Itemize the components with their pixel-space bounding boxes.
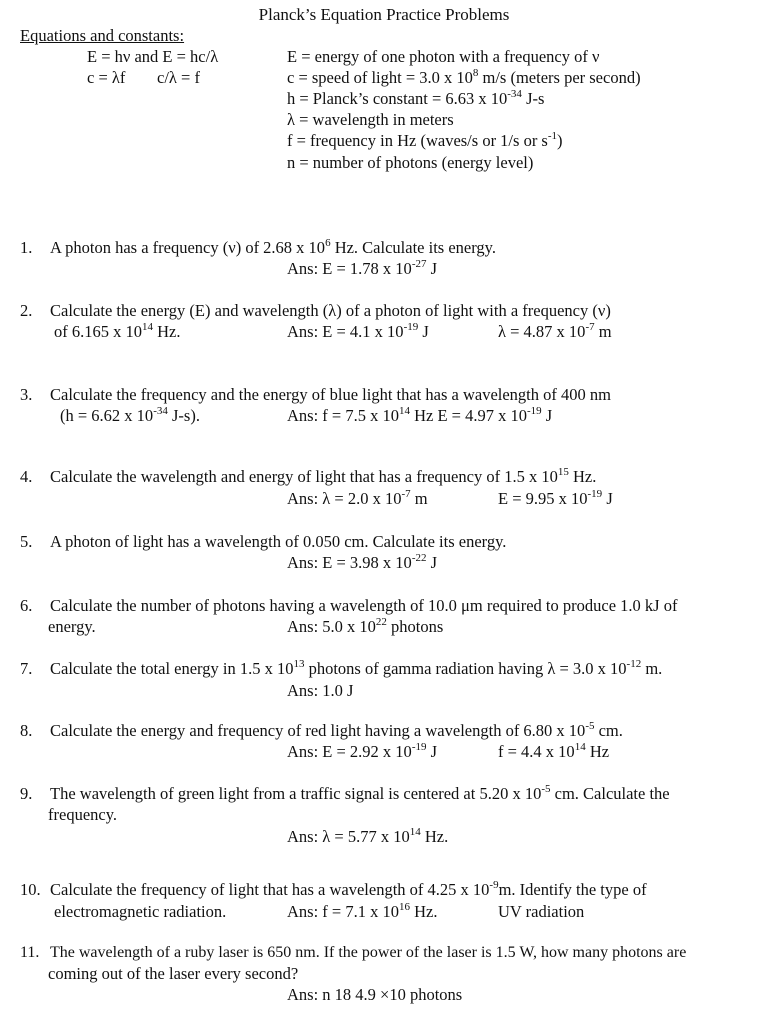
problem-2-answer-energy: Ans: E = 4.1 x $10^{-19}$ J [287,321,429,341]
problem-7-answer: Ans: 1.0 J [287,681,354,700]
problem-11-answer: Ans: n 18 4.9 ×10 photons [287,985,463,1004]
definition-photon-count: n = number of photons (energy level) [287,153,534,172]
definition-planck-constant: h = Planck’s constant = 6.63 x $10^{-34}$ J-s [287,88,545,108]
problem-9-answer: Ans: λ = 5.77 x $10^{14}$ Hz. [287,826,449,846]
problem-3-question-cont: (h = 6.62 x $10^{-34}$ J-s). [60,405,200,425]
equation-speed: c = λf [87,68,126,87]
problem-11-question-cont: coming out of the laser every second? [48,964,299,983]
problem-5-answer: Ans: E = 3.98 x $10^{-22}$ J [287,552,438,572]
problem-2-question-cont: of 6.165 x $10^{14}$ Hz. [54,321,181,341]
problem-8-answer-energy: Ans: E = 2.92 x $10^{-19}$ J [287,741,438,761]
problem-8-answer-frequency: f = 4.4 x $10^{14}$ Hz [498,741,610,761]
problem-4-answer-wavelength: Ans: λ = 2.0 x $10^{-7}$ m [287,488,428,508]
definition-speed-of-light: c = speed of light = 3.0 x $10^8$ m/s (meters per second) [287,67,641,87]
problem-8-question: 8. Calculate the energy and frequency of red light having a wavelength of 6.80 x $10^{-5}$ cm. [20,720,623,740]
problem-4-question: 4. Calculate the wavelength and energy of light that has a frequency of 1.5 x $10^{15}$ Hz. [20,466,597,486]
problem-9-question: 9. The wavelength of green light from a traffic signal is centered at 5.20 x $10^{-5}$ cm. Calculate the [20,783,670,803]
problem-2-question: 2. Calculate the energy (E) and wavelength (λ) of a photon of light with a frequency (ν) [20,301,611,320]
problem-3-answer: Ans: f = 7.5 x $10^{14}$ Hz E = 4.97 x $10^{-19}$ J [287,405,553,425]
problem-6-question-cont: energy. [48,617,96,636]
problem-1-answer: Ans: E = 1.78 x $10^{-27}$ J [287,258,438,278]
problem-6-question: 6. Calculate the number of photons having a wavelength of 10.0 μm required to produce 1.0 kJ of [20,596,678,615]
equation-frequency: c/λ = f [157,68,200,87]
equation-energy: E = hν and E = hc/λ [87,47,219,66]
definition-frequency: f = frequency in Hz (waves/s or 1/s or $s^{-1}$) [287,130,563,150]
definition-wavelength: λ = wavelength in meters [287,110,454,129]
problem-2-answer-wavelength: λ = 4.87 x $10^{-7}$ m [498,321,612,341]
problem-9-question-cont: frequency. [48,805,118,824]
problem-10-question: 10. Calculate the frequency of light that has a wavelength of 4.25 x $10^{-9}m$. Identify the type of [20,879,647,899]
problem-5-question: 5. A photon of light has a wavelength of 0.050 cm. Calculate its energy. [20,532,507,551]
problem-3-question: 3. Calculate the frequency and the energy of blue light that has a wavelength of 400 nm [20,385,611,404]
problem-1-question: 1. A photon has a frequency (ν) of 2.68 x $10^6$ Hz. Calculate its energy. [20,237,496,257]
problem-10-question-cont: electromagnetic radiation. [54,902,227,921]
problem-10-answer-radiation-type: UV radiation [498,902,585,921]
problem-6-answer: Ans: 5.0 x $10^{22}$ photons [287,616,444,636]
problem-11-question: 11. The wavelength of a ruby laser is 650 nm. If the power of the laser is 1.5 W, how many photons are [20,944,687,961]
equations-heading: Equations and constants: [20,26,185,45]
definition-energy: E = energy of one photon with a frequency of ν [287,47,600,66]
problem-10-answer-frequency: Ans: f = 7.1 x $10^{16}$ Hz. [287,901,438,921]
problem-7-question: 7. Calculate the total energy in 1.5 x $10^{13}$ photons of gamma radiation having λ = 3.0 x $10^{-12}$ m. [20,658,663,678]
problem-4-answer-energy: E = 9.95 x $10^{-19}$ J [498,488,613,508]
page-title: Planck’s Equation Practice Problems [258,5,510,24]
